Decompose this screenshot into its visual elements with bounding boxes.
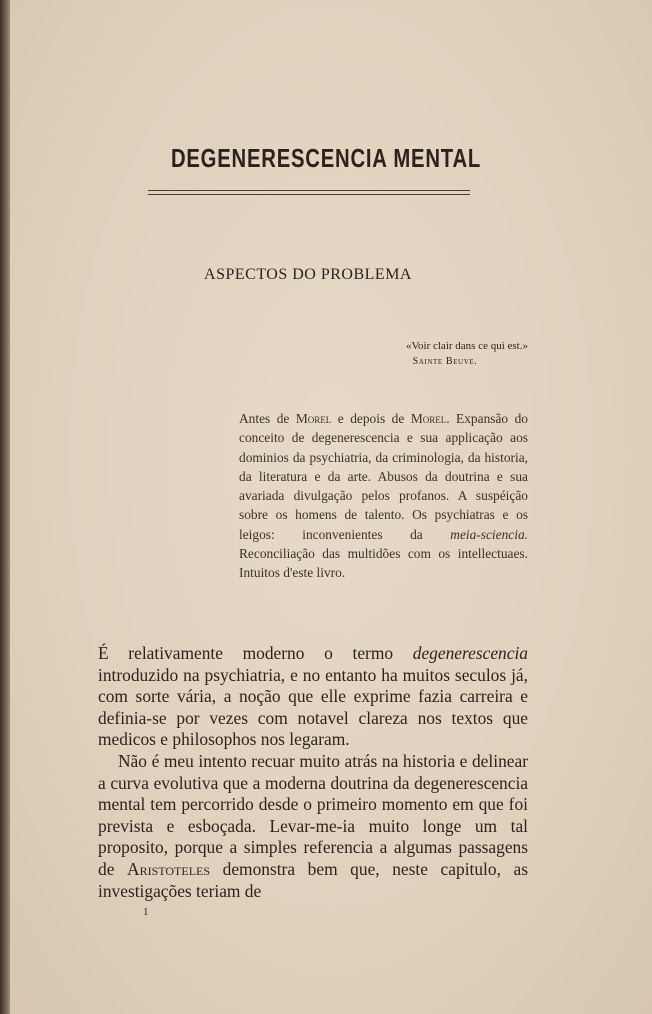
paragraph-2: Não é meu intento recuar muito atrás na historia e delinear a curva evolutiva que a moderna doutrina da degenerescencia mental tem percorrido desde o primeiro momento em que foi prevista e esboçada. Levar-me-ia muito longe um tal proposito, porque a simples referencia a algumas passagens de Aristoteles demonstra bem que, neste capitulo, as investigações teriam de: [98, 750, 529, 901]
title-rule-bottom: [148, 194, 470, 195]
title-rule-top: [148, 190, 470, 191]
body-text: [98, 643, 528, 902]
chapter-title: DEGENERESCENCIA MENTAL: [170, 143, 482, 173]
epigraph-quote: «Voir clair dans ce qui est.»: [406, 340, 528, 352]
section-subtitle: ASPECTOS DO PROBLEMA: [204, 266, 412, 283]
page-number: 1: [143, 906, 149, 918]
paragraph-1: É relativamente moderno o termo degenerescencia introduzido na psychiatria, e no entanto ha muitos seculos já, com sorte vária, a noção que elle exprime fazia carreira e definia-se por vezes com notavel clareza nos textos que medicos e philosophos nos legaram.: [98, 643, 528, 750]
epigraph-author: Sainte Beuve.: [412, 356, 478, 367]
chapter-summary: Antes de Morel e depois de Morel. Expansão do conceito de degenerescencia e sua applicação aos dominios da psychiatria, da criminologia, da historia, da literatura e da arte. Abusos da doutrina e sua avariada divulgação pelos profanos. A suspéição sobre os homens de talento. Os psychiatras e os leigos: inconvenientes da meia-sciencia. Reconciliação das multidões com os intellectuaes. Intuitos d'este livro.: [239, 411, 529, 581]
